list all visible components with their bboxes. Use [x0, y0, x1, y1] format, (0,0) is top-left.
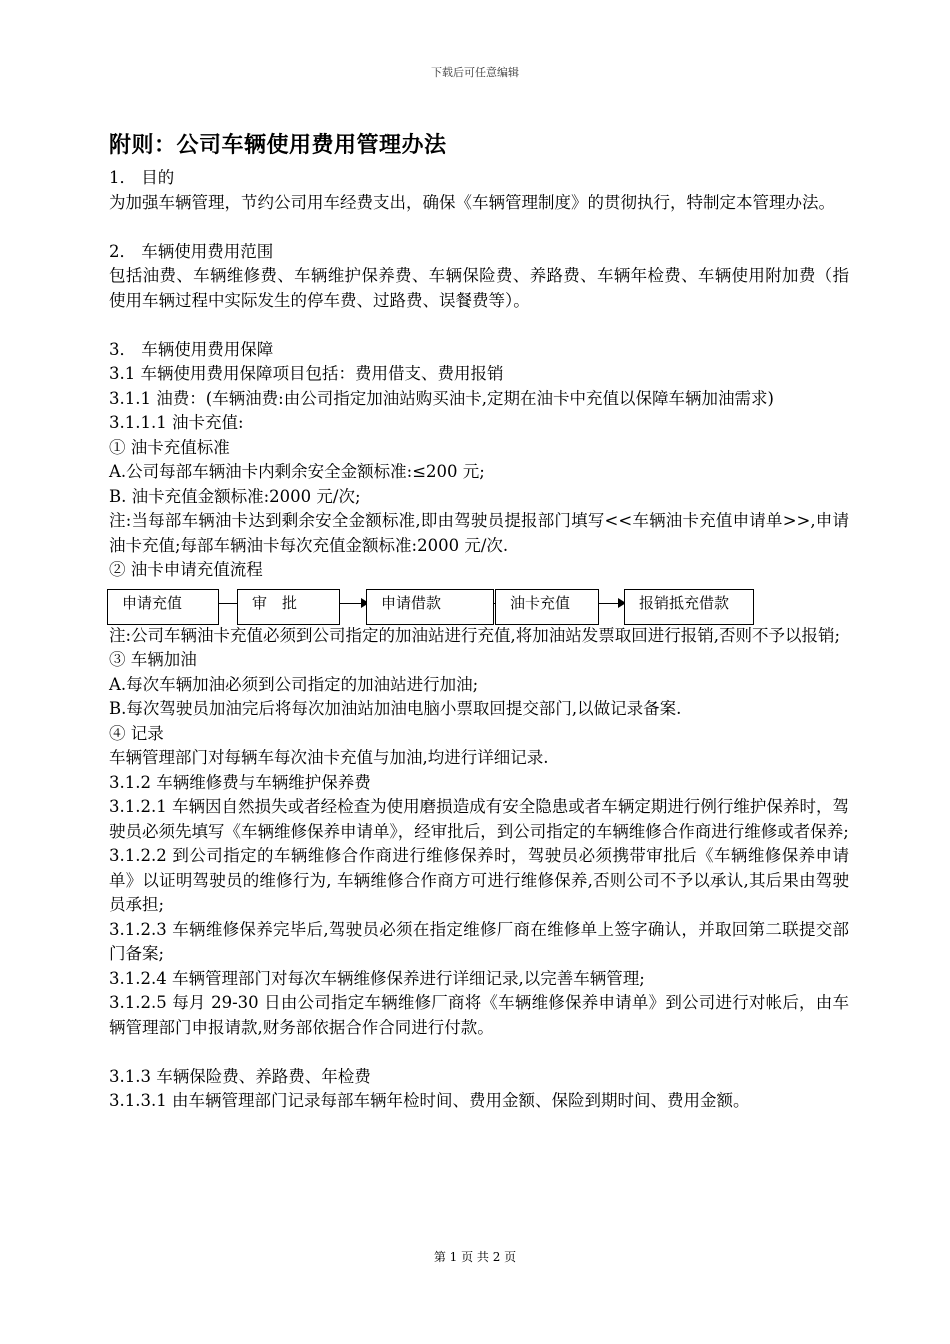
paragraph: 3.1.2.1 车辆因自然损失或者经检查为使用磨损造成有安全隐患或者车辆定期进行例行维护保养时，驾驶员必须先填写《车辆维修保养申请单》，经审批后，到公司指定的车辆维修合作商进行维修或者保养;: [109, 797, 849, 841]
paragraph: 3.1.2.5 每月 29-30 日由公司指定车辆维修厂商将《车辆维修保养申请单》到公司进行对帐后，由车辆管理部门申报请款,财务部依据合作合同进行付款。: [109, 993, 849, 1037]
section-heading-guarantee: 3． 车辆使用费用保障: [109, 339, 274, 359]
paragraph: 3.1 车辆使用费用保障项目包括：费用借支、费用报销: [109, 364, 504, 383]
paragraph: A.每次车辆加油必须到公司指定的加油站进行加油;: [109, 674, 479, 694]
page-header: 下载后可任意编辑: [431, 66, 519, 79]
flow-arrow: [599, 603, 625, 604]
blank-line: [109, 313, 849, 338]
document-body: [109, 166, 849, 1114]
flow-step-reimburse: 报销抵充借款: [624, 589, 754, 625]
paragraph: ③ 车辆加油: [109, 650, 197, 669]
paragraph: 3.1.3.1 由车辆管理部门记录每部车辆年检时间、费用金额、保险到期时间、费用金额。: [109, 1091, 750, 1110]
paragraph: ① 油卡充值标准: [109, 437, 230, 457]
document-title: 附则：公司车辆使用费用管理办法: [109, 133, 447, 158]
page-footer: 第 1 页 共 2 页: [433, 1250, 517, 1264]
flow-step-card-recharge: 油卡充值: [495, 589, 599, 625]
blank-line: [109, 1040, 849, 1065]
blank-line: [109, 215, 849, 240]
recharge-flowchart: [109, 589, 849, 631]
paragraph: 3.1.1.1 油卡充值:: [109, 413, 244, 432]
paragraph: B. 油卡充值金额标准:2000 元/次;: [109, 486, 361, 506]
paragraph: 3.1.1 油费：(车辆油费:由公司指定加油站购买油卡,定期在油卡中充值以保障车辆加油需求): [109, 388, 774, 408]
paragraph: 3.1.2.4 车辆管理部门对每次车辆维修保养进行详细记录,以完善车辆管理;: [109, 968, 645, 988]
paragraph: 3.1.3 车辆保险费、养路费、年检费: [109, 1066, 371, 1086]
paragraph: 车辆管理部门对每辆车每次油卡充值与加油,均进行详细记录.: [109, 748, 549, 767]
paragraph: ④ 记录: [109, 723, 164, 743]
flow-arrow: [340, 603, 368, 604]
section-heading-purpose: 1． 目的: [109, 168, 175, 187]
flow-step-apply-recharge: 申请充值: [107, 589, 219, 625]
flow-step-approve: 审 批: [237, 589, 340, 625]
paragraph: 注:当每部车辆油卡达到剩余安全金额标准,即由驾驶员提报部门填写<<车辆油卡充值申请单>>,申请油卡充值;每部车辆油卡每次充值金额标准:2000 元/次.: [109, 511, 849, 555]
paragraph: 为加强车辆管理，节约公司用车经费支出，确保《车辆管理制度》的贯彻执行，特制定本管理办法。: [109, 192, 835, 212]
paragraph: 包括油费、车辆维修费、车辆维护保养费、车辆保险费、养路费、车辆年检费、车辆使用附加费（指使用车辆过程中实际发生的停车费、过路费、误餐费等）。: [109, 266, 849, 310]
section-heading-scope: 2． 车辆使用费用范围: [109, 241, 274, 261]
flow-step-apply-loan: 申请借款: [366, 589, 494, 625]
paragraph: 3.1.2.2 到公司指定的车辆维修合作商进行维修保养时，驾驶员必须携带审批后《车辆维修保养申请单》以证明驾驶员的维修行为, 车辆维修合作商方可进行维修保养,否则公司不予以承认,其后果由驾驶员承担;: [109, 846, 849, 914]
paragraph: ② 油卡申请充值流程: [109, 560, 263, 579]
paragraph: 3.1.2 车辆维修费与车辆维护保养费: [109, 772, 371, 792]
paragraph: 3.1.2.3 车辆维修保养完毕后,驾驶员必须在指定维修厂商在维修单上签字确认，并取回第二联提交部门备案;: [109, 919, 849, 963]
paragraph: A.公司每部车辆油卡内剩余安全金额标准:≤200 元;: [109, 462, 485, 481]
paragraph: B.每次驾驶员加油完后将每次加油站加油电脑小票取回提交部门,以做记录备案.: [109, 699, 682, 718]
paragraph: 注:公司车辆油卡充值必须到公司指定的加油站进行充值,将加油站发票取回进行报销,否则不予以报销;: [109, 625, 841, 645]
